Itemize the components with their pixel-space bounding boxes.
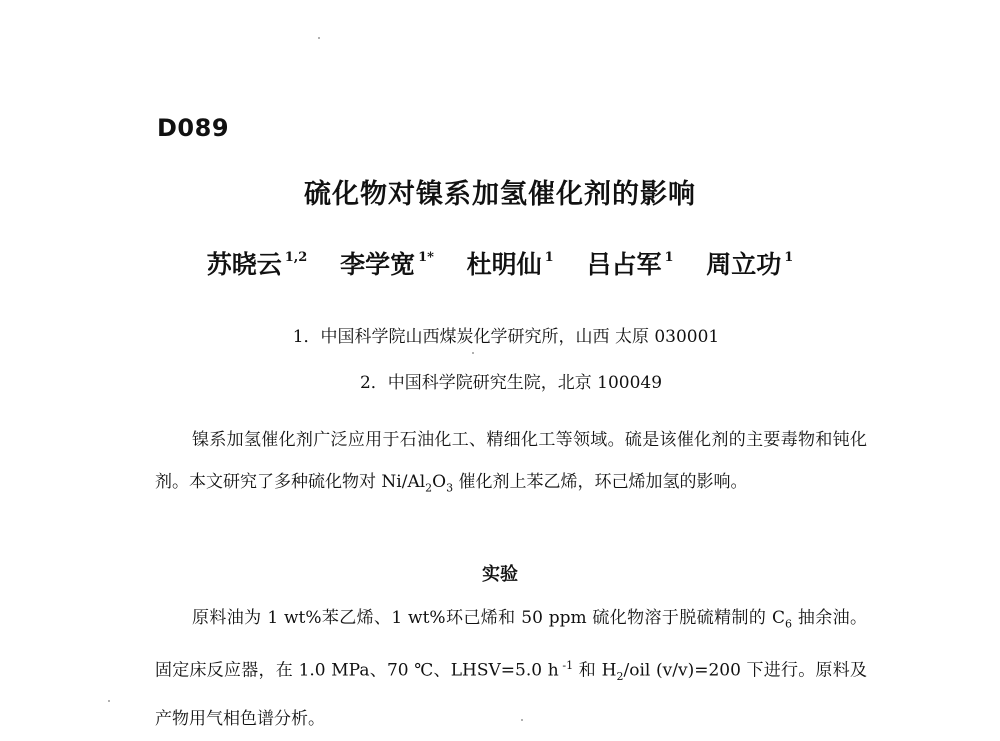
section-heading: 实验 [482, 564, 518, 585]
paper-title: 硫化物对镍系加氢催化剂的影响 [304, 179, 696, 210]
author-name: 杜明仙 [466, 250, 542, 279]
author-item [706, 245, 793, 281]
superscript: -1 [558, 659, 574, 673]
experiment-paragraph [155, 597, 867, 740]
abstract-text: 镍系加氢催化剂广泛应用于石油化工、精细化工等领域。硫是该催化剂的主要毒物和钝化剂。本文研究了多种硫化物对 Ni/Al [155, 430, 867, 492]
subscript: 2 [616, 670, 624, 684]
affiliation-1: 1．中国科学院山西煤炭化学研究所，山西 太原 030001 [292, 327, 720, 347]
author-affiliation-mark: 1* [418, 250, 434, 265]
author-affiliation-mark: 1 [784, 250, 794, 265]
paper-code: D089 [157, 114, 230, 142]
affiliation-2: 2．中国科学院研究生院，北京 100049 [359, 373, 663, 393]
scan-speck [108, 700, 110, 702]
experiment-text: /oil (v/v)=200 下进行。原料及产物用气相色谱分析。 [155, 661, 867, 730]
author-name: 周立功 [706, 250, 782, 279]
subscript: 6 [785, 617, 793, 631]
experiment-text: 抽余油。固定床反应器，在 1.0 MPa、70 ℃、LHSV=5.0 h [155, 608, 867, 682]
author-name: 苏晓云 [206, 250, 282, 279]
author-list [0, 245, 1000, 281]
author-name: 李学宽 [340, 250, 416, 279]
scan-speck [318, 37, 320, 39]
abstract-paragraph [155, 419, 867, 509]
author-item [467, 245, 554, 281]
subscript: 2 [425, 481, 433, 495]
scan-speck [521, 719, 523, 721]
experiment-text: 原料油为 1 wt%苯乙烯、1 wt%环己烯和 50 ppm 硫化物溶于脱硫精制的 C [192, 608, 786, 628]
abstract-text: 催化剂上苯乙烯，环己烯加氢的影响。 [453, 472, 748, 492]
scan-speck [472, 352, 474, 354]
author-item [340, 245, 434, 281]
abstract-text: O [432, 472, 447, 492]
author-affiliation-mark: 1 [664, 250, 674, 265]
subscript: 3 [446, 481, 454, 495]
experiment-text: 和 H [573, 661, 617, 682]
author-name: 吕占军 [586, 250, 662, 279]
author-affiliation-mark: 1,2 [284, 250, 308, 265]
author-item [586, 245, 673, 281]
author-affiliation-mark: 1 [544, 250, 554, 265]
author-item [207, 245, 308, 281]
